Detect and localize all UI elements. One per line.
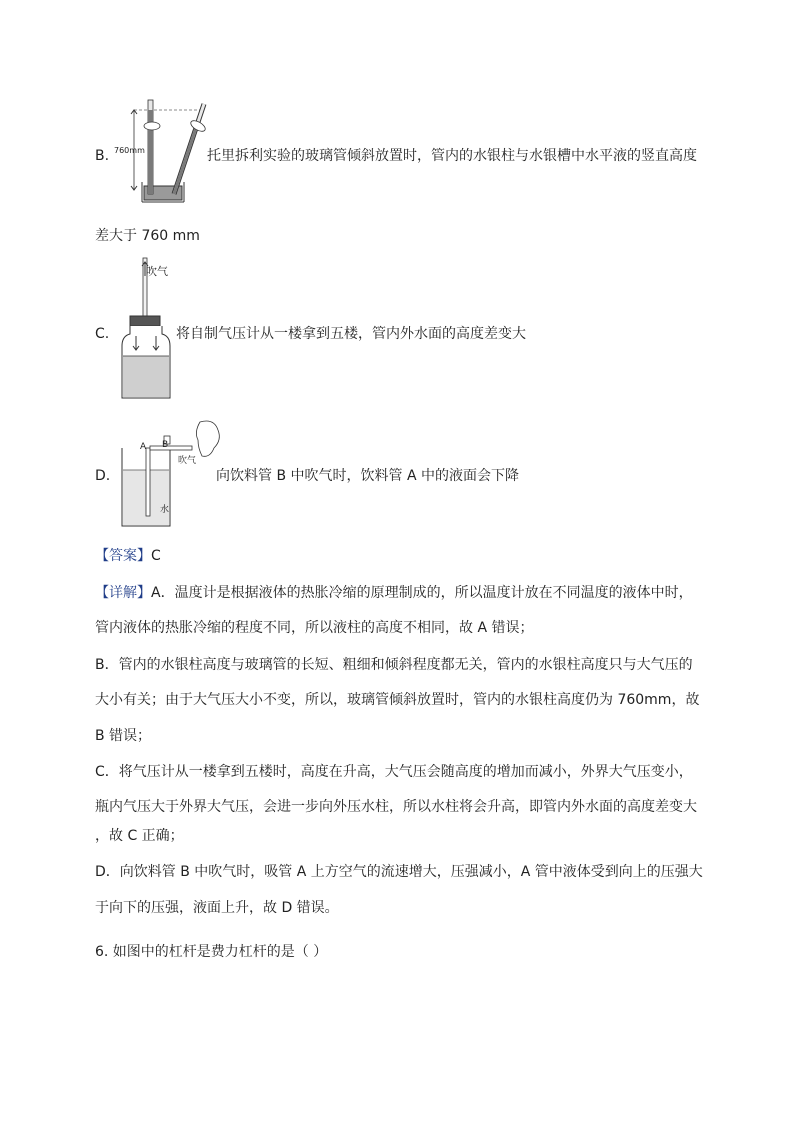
straw-a-label: A (140, 442, 147, 452)
answer-line (95, 546, 161, 566)
detail-line-3: B．管内的水银柱高度与玻璃管的长短、粗细和倾斜程度都无关，管内的水银柱高度只与大气压的 (95, 657, 693, 673)
detail-line-4: 大小有关；由于大气压大小不变，所以，玻璃管倾斜放置时，管内的水银柱高度仍为 760mm，故 (95, 692, 700, 708)
option-b-text-line1: 托里拆利实验的玻璃管倾斜放置时，管内的水银柱与水银槽中水平液的竖直高度 (207, 148, 697, 164)
detail-line-10: 于向下的压强，液面上升，故 D 错误。 (95, 900, 339, 916)
water-label: 水 (160, 505, 170, 515)
answer-value: C (151, 548, 161, 564)
detail-line-9: D．向饮料管 B 中吹气时，吸管 A 上方空气的流速增大，压强减小，A 管中液体受到向上的压强大 (95, 864, 703, 880)
detail-line-7: 瓶内气压大于外界大气压，会进一步向外压水柱，所以水柱将会升高，即管内外水面的高度差变大 (95, 799, 697, 815)
option-d-letter: D. (95, 468, 111, 484)
option-c-letter: C. (95, 326, 110, 342)
detail-line-5: B 错误； (95, 728, 152, 744)
detail-text-1: A．温度计是根据液体的热胀冷缩的原理制成的，所以温度计放在不同温度的液体中时， (151, 585, 693, 601)
detail-line-1 (95, 583, 693, 603)
option-d-text: 向饮料管 B 中吹气时，饮料管 A 中的液面会下降 (216, 468, 519, 484)
straw-beaker-figure (118, 418, 228, 528)
option-b-text-line2: 差大于 760 mm (95, 228, 200, 244)
straw-b-label: B (162, 440, 169, 450)
torricelli-height-label: 760mm (114, 146, 145, 155)
straw-blow-label: 吹气 (178, 456, 197, 466)
option-b-letter: B. (95, 148, 110, 164)
option-c-text: 将自制气压计从一楼拿到五楼，管内外水面的高度差变大 (176, 326, 526, 342)
detail-label: 【详解】 (95, 585, 151, 601)
detail-line-8: ，故 C 正确； (95, 828, 184, 844)
detail-line-2: 管内液体的热胀冷缩的程度不同，所以液柱的高度不相同，故 A 错误； (95, 620, 534, 636)
barometer-bottle-figure (118, 258, 178, 398)
answer-label: 【答案】 (95, 548, 151, 564)
detail-line-6: C．将气压计从一楼拿到五楼时，高度在升高，大气压会随高度的增加而减小，外界大气压变小， (95, 764, 693, 780)
question-6: 6. 如图中的杠杆是费力杠杆的是（ ） (95, 944, 328, 960)
barometer-blow-label: 吹气 (146, 265, 168, 278)
